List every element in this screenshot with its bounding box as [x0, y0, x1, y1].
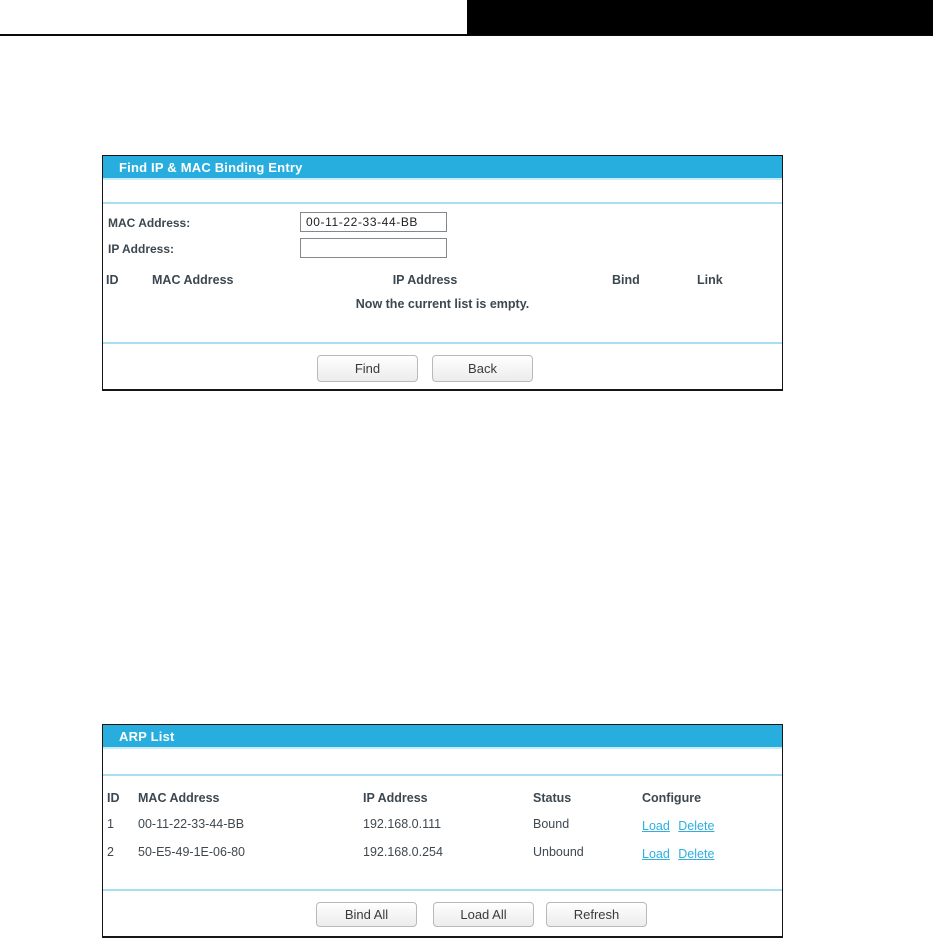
column-header-mac: MAC Address — [152, 273, 234, 287]
arp-row-ip: 192.168.0.111 — [363, 817, 442, 831]
load-link[interactable]: Load — [642, 847, 670, 861]
arp-list-panel-header — [103, 725, 782, 749]
column-header-mac: MAC Address — [138, 791, 220, 805]
arp-row-ip: 192.168.0.254 — [363, 845, 443, 859]
mac-address-label: MAC Address: — [108, 216, 191, 230]
arp-row-id: 2 — [107, 845, 114, 859]
arp-row-mac: 00-11-22-33-44-BB — [138, 817, 245, 831]
column-header-id: ID — [107, 791, 120, 805]
arp-row-configure — [642, 845, 714, 863]
bind-all-button[interactable]: Bind All — [316, 902, 417, 927]
empty-list-message: Now the current list is empty. — [355, 297, 530, 311]
arp-row-mac: 50-E5-49-1E-06-80 — [138, 845, 246, 859]
column-header-ip: IP Address — [392, 273, 458, 287]
column-header-status: Status — [533, 791, 572, 805]
column-header-id: ID — [106, 273, 119, 287]
load-all-button[interactable]: Load All — [433, 902, 534, 927]
delete-link[interactable]: Delete — [678, 847, 715, 861]
divider-line — [103, 774, 782, 776]
divider-line — [103, 889, 782, 891]
find-binding-panel-header — [103, 156, 782, 180]
ip-address-input[interactable] — [300, 238, 447, 258]
column-header-ip: IP Address — [363, 791, 428, 805]
refresh-button[interactable]: Refresh — [546, 902, 647, 927]
find-binding-panel-title: Find IP & MAC Binding Entry — [119, 159, 303, 175]
column-header-link: Link — [697, 273, 723, 287]
ip-address-label: IP Address: — [108, 242, 175, 256]
redacted-header-block — [467, 0, 933, 35]
find-button[interactable]: Find — [317, 355, 418, 382]
arp-row-status: Bound — [533, 817, 570, 831]
arp-list-panel — [102, 724, 783, 938]
delete-link[interactable]: Delete — [678, 819, 715, 833]
back-button[interactable]: Back — [432, 355, 533, 382]
divider-line — [103, 202, 782, 204]
mac-address-input[interactable] — [300, 212, 447, 232]
load-link[interactable]: Load — [642, 819, 670, 833]
arp-row-configure — [642, 817, 714, 835]
column-header-configure: Configure — [642, 791, 702, 805]
divider-line — [103, 342, 782, 344]
arp-row-id: 1 — [107, 817, 114, 831]
arp-row-status: Unbound — [533, 845, 584, 859]
find-binding-panel — [102, 155, 783, 391]
arp-list-panel-title: ARP List — [119, 728, 175, 744]
column-header-bind: Bind — [612, 273, 640, 287]
